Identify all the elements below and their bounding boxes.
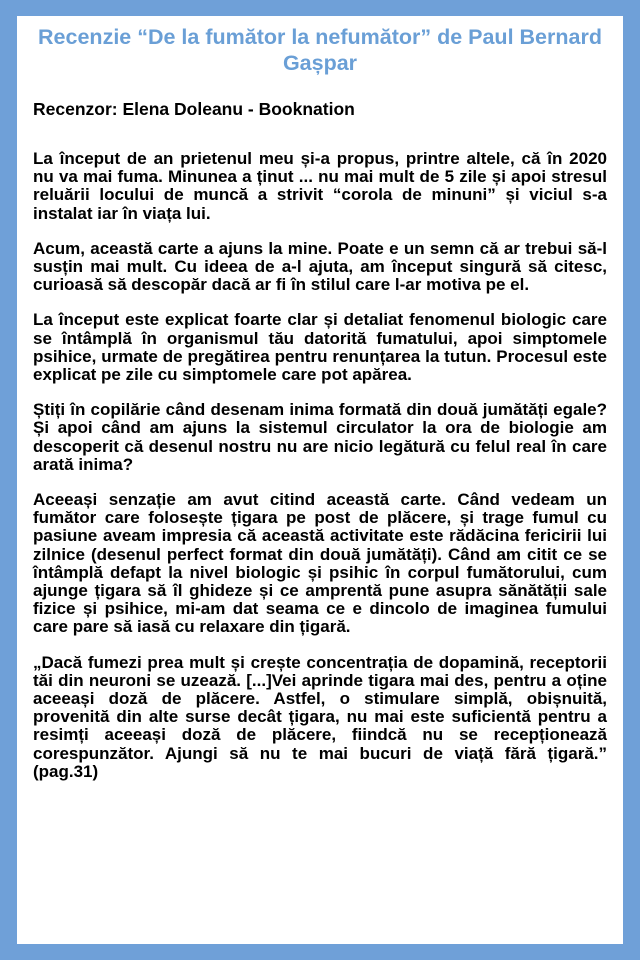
paragraph-3: La început este explicat foarte clar și detaliat fenomenul biologic care se întâmplă în organismul tău datorită fumatului, apoi simptomele psihice, urmate de pregătirea pentru renunțarea la tutun. Procesul este explicat pe zile cu simptomele care pot apărea.	[33, 310, 607, 385]
review-title: Recenzie “De la fumător la nefumător” de Paul Bernard Gașpar	[38, 25, 602, 75]
review-card	[17, 16, 623, 944]
paragraph-4: Știți în copilărie când desenam inima formată din două jumătăți egale? Și apoi când am ajuns la sistemul circulator la ora de biologie am descoperit că desenul nostru nu are nicio legătură cu felul real în care arată inima?	[33, 400, 607, 474]
review-body	[33, 150, 607, 781]
paragraph-5: Aceeași senzație am avut citind această carte. Când vedeam un fumător care folosește țigara pe post de plăcere, și trage fumul cu pasiune aveam impresia că această activitate este rădăcina fericirii lui zilnice (desenul perfect format din două jumătăți). Când am citit ce se întâmplă defapt la nivel biologic și psihic în corpul fumătorului, cum ajunge țigara să îl ghideze și ce amprentă pune asupra sănătății sale fizice și psihice, mi-am dat seama ce e dincolo de imaginea fumului care pare să iasă cu relaxare din țigară.	[33, 490, 607, 637]
quote-paragraph: „Dacă fumezi prea mult și crește concentrația de dopamină, receptorii tăi din neuroni se uzează. [...]Vei aprinde tigara mai des, pentru a oține aceeași doză de plăcere. Astfel, o stimulare simplă, obișnuită, provenită din alte surse decât țigara, nu mai este suficientă pentru a resimți aceeași doză de plăcere, fiindcă nu se recepționează corespunzător. Ajungi să nu te mai bucuri de viață fără țigară.” (pag.31)	[33, 652, 607, 781]
paragraph-1: La început de an prietenul meu și-a propus, printre altele, că în 2020 nu va mai fuma. Minunea a ținut ... nu mai mult de 5 zile și apoi stresul reluării locului de muncă a strivit “corola de minuni” și viciul s-a instalat iar în viața lui.	[33, 149, 607, 223]
paragraph-2: Acum, această carte a ajuns la mine. Poate e un semn că ar trebui să-l susțin mai mult. Cu ideea de a-l ajuta, am început singură să citesc, curioasă să descopăr dacă ar fi în stilul care l-ar motiva pe el.	[33, 238, 607, 295]
reviewer-line: Recenzor: Elena Doleanu - Booknation	[33, 99, 355, 119]
